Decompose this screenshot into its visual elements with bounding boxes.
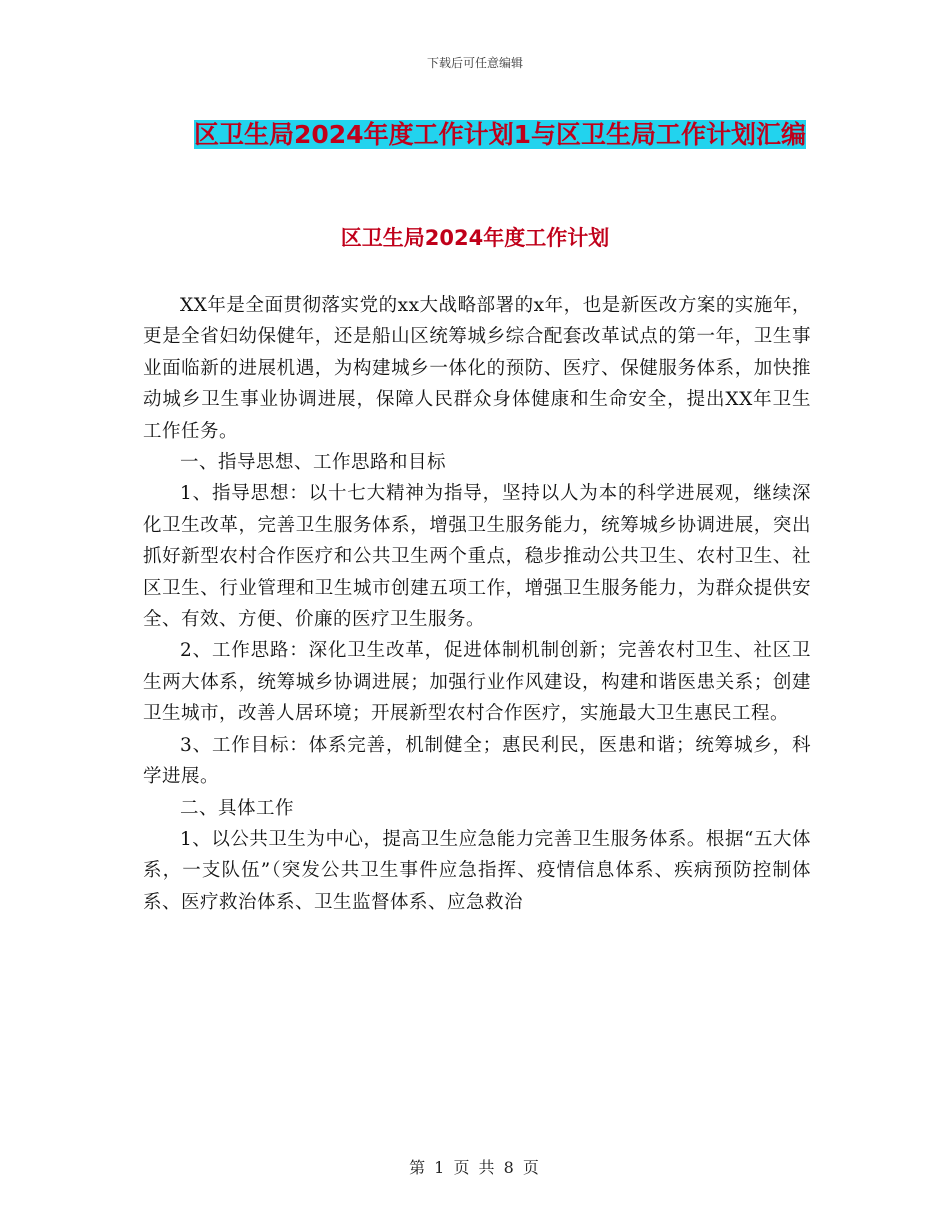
page-header-note: 下载后可任意编辑 [426, 56, 523, 70]
paragraph: 一、指导思想、工作思路和目标 [180, 452, 447, 474]
section-title: 区卫生局2024年度工作计划 [340, 226, 610, 250]
paragraph: 二、具体工作 [180, 797, 295, 819]
paragraph: XX年是全面贯彻落实党的xx大战略部署的x年，也是新医改方案的实施年，更是全省妇幼保健年，还是船山区统筹城乡综合配套改革试点的第一年，卫生事业面临新的进展机遇，为构建城乡一体化的预防、医疗、保健服务体系，加快推动城乡卫生事业协调进展，保障人民群众身体健康和生命安全，提出XX年卫生工作任务。 [143, 295, 811, 442]
paragraph: 1、指导思想：以十七大精神为指导，坚持以人为本的科学进展观，继续深化卫生改革，完善卫生服务体系，增强卫生服务能力，统筹城乡协调进展，突出抓好新型农村合作医疗和公共卫生两个重点，稳步推动公共卫生、农村卫生、社区卫生、行业管理和卫生城市创建五项工作，增强卫生服务能力，为群众提供安全、有效、方便、价廉的医疗卫生服务。 [143, 483, 811, 631]
page-number-footer: 第 1 页 共 8 页 [409, 1158, 541, 1177]
main-title-text: 区卫生局2024年度工作计划1与区卫生局工作计划汇编 [194, 120, 806, 149]
paragraph: 2、工作思路：深化卫生改革，促进体制机制创新；完善农村卫生、社区卫生两大体系，统筹城乡协调进展；加强行业作风建设，构建和谐医患关系；创建卫生城市，改善人居环境；开展新型农村合作医疗，实施最大卫生惠民工程。 [143, 640, 811, 725]
document-main-title [140, 112, 860, 158]
paragraph: 3、工作目标：体系完善，机制健全；惠民利民，医患和谐；统筹城乡，科学进展。 [143, 734, 811, 788]
paragraph: 1、以公共卫生为中心，提高卫生应急能力完善卫生服务体系。根据“五大体系，一支队伍”（突发公共卫生事件应急指挥、疫情信息体系、疾病预防控制体系、医疗救治体系、卫生监督体系、应急救治 [143, 828, 811, 913]
document-body [143, 290, 811, 918]
